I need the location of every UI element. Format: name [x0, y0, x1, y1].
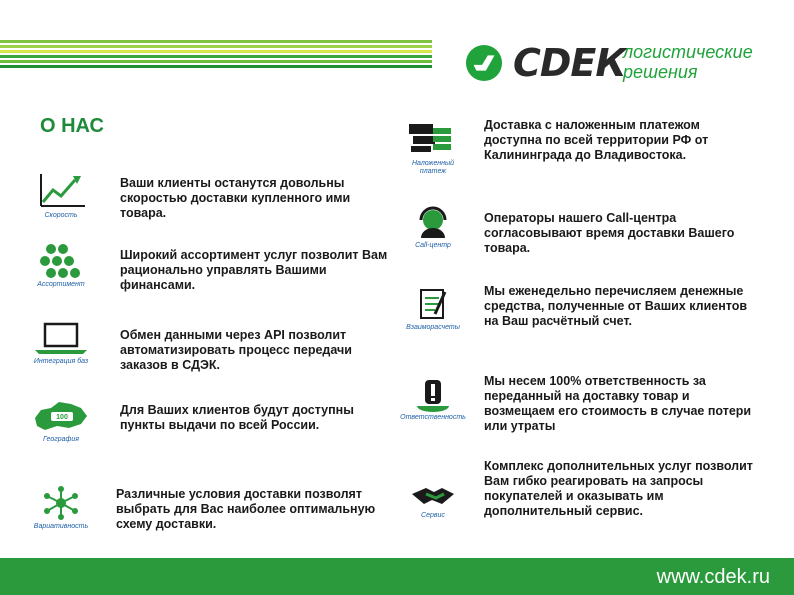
brand-mark-icon [465, 44, 503, 82]
cod-text: Доставка с наложенным платежом доступна по всей территории РФ от Калининграда до Владивостока. [484, 118, 709, 162]
geography-text: Для Ваших клиентов будут доступны пункты выдачи по всей России. [120, 403, 354, 432]
service-caption: Сервис [421, 512, 445, 519]
exclamation-icon [398, 378, 468, 422]
tagline-line-2: решения [623, 62, 698, 82]
svg-text:100: 100 [56, 414, 68, 421]
callcenter-caption: Call-центр [415, 242, 451, 249]
integration-caption: Интеграция баз [33, 358, 89, 365]
tagline-line-1: логистические [623, 42, 753, 62]
variety-caption: Вариативность [33, 523, 89, 530]
responsibility-caption: Ответственность [400, 414, 466, 421]
settlement-text: Мы еженедельно перечисляем денежные средства, полученные от Ваших клиентов на Ваш расчётный счет. [484, 284, 748, 328]
cod-caption: Наложенный платеж [411, 160, 454, 175]
footer-bar [0, 558, 794, 595]
operator-headset-icon [398, 206, 468, 250]
handshake-icon [398, 480, 468, 520]
russia-map-icon [26, 398, 96, 444]
brand-tagline [623, 42, 753, 82]
speed-chart-icon [26, 170, 96, 220]
settlement-caption: Взаиморасчеты [406, 324, 460, 331]
header-stripes [0, 40, 432, 72]
laptop-icon [26, 320, 96, 366]
assortment-text: Широкий ассортимент услуг позволит Вам рационально управлять Вашими финансами. [120, 248, 388, 292]
speed-caption: Скорость [44, 212, 78, 219]
brand-logo [465, 40, 785, 88]
document-pen-icon [398, 286, 468, 332]
integration-text: Обмен данными через API позволит автоматизировать процесс передачи заказов в СДЭК. [120, 328, 352, 372]
geography-caption: География [42, 436, 79, 443]
assortment-dots-icon [26, 243, 96, 289]
footer-url-link[interactable]: www.cdek.ru [656, 566, 770, 588]
assortment-caption: Ассортимент [37, 281, 85, 288]
responsibility-text: Мы несем 100% ответственность за переданный на доставку товар и возмещаем его стоимость в случае потери или утраты [484, 374, 752, 433]
speed-text: Ваши клиенты останутся довольны скоростью доставки купленного ими товара. [120, 176, 351, 220]
variety-network-icon [26, 485, 96, 531]
callcenter-text: Операторы нашего Call-центра согласовывают время доставки Вашего товара. [484, 211, 735, 255]
variety-text: Различные условия доставки позволят выбрать для Вас наиболее оптимальную схему доставки. [116, 487, 376, 531]
brand-name: СDЕК [513, 41, 626, 85]
page-title: О НАС [40, 115, 104, 137]
service-text: Комплекс дополнительных услуг позволит Вам гибко реагировать на запросы покупателей и оказывать им дополнительный сервис. [484, 459, 753, 518]
cash-stack-icon [398, 118, 468, 176]
